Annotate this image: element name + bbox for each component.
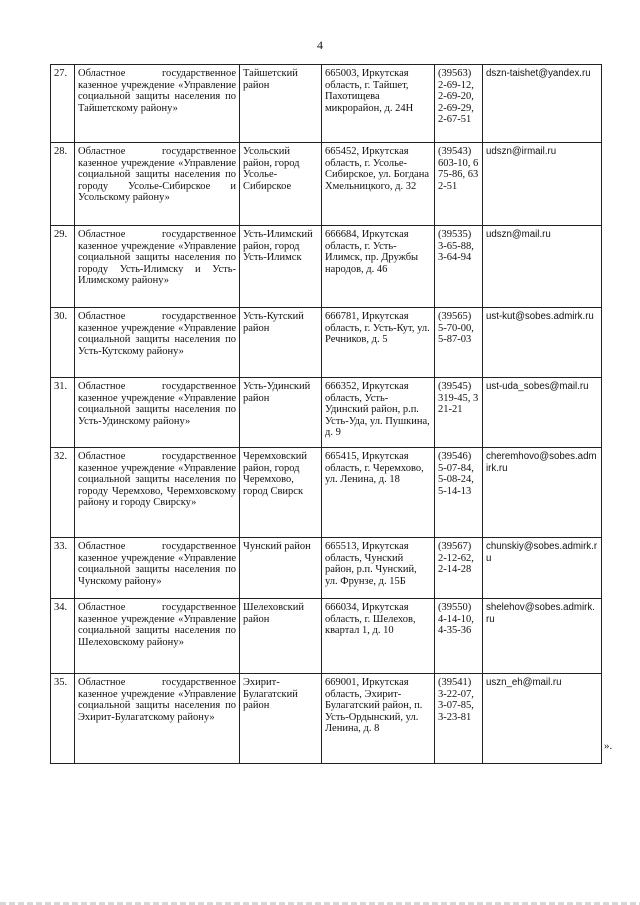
district: Эхирит-Булагатский район xyxy=(240,674,322,764)
table-row xyxy=(51,226,602,308)
postal-address: 665513, Иркутская область, Чунский район, р.п. Чунский, ул. Фрунзе, д. 15Б xyxy=(322,538,435,599)
phone-numbers: (39546) 5-07-84, 5-08-24, 5-14-13 xyxy=(435,448,483,538)
email-address: ust-kut@sobes.admirk.ru xyxy=(483,308,602,378)
institution-name: Областное государственное казенное учреждение «Управление социальной защиты населения по городу Усолье-Сибирское и Усольскому району» xyxy=(75,143,240,226)
table-row xyxy=(51,674,602,764)
table-row xyxy=(51,378,602,448)
phone-numbers: (39543) 603-10, 675-86, 632-51 xyxy=(435,143,483,226)
email-address: dszn-taishet@yandex.ru xyxy=(483,65,602,143)
table-row xyxy=(51,143,602,226)
district: Чунский район xyxy=(240,538,322,599)
institution-name: Областное государственное казенное учреждение «Управление социальной защиты населения по Чунскому району» xyxy=(75,538,240,599)
closing-quote: ». xyxy=(604,740,613,752)
postal-address: 669001, Иркутская область, Эхирит-Булагатский район, п. Усть-Ордынский, ул. Ленина, д. 8 xyxy=(322,674,435,764)
table-row xyxy=(51,599,602,674)
postal-address: 665003, Иркутская область, г. Тайшет, Пахотищева микрорайон, д. 24Н xyxy=(322,65,435,143)
phone-numbers: (39563) 2-69-12, 2-69-20, 2-69-29, 2-67-51 xyxy=(435,65,483,143)
institution-name: Областное государственное казенное учреждение «Управление социальной защиты населения по Усть-Удинскому району» xyxy=(75,378,240,448)
email-address: shelehov@sobes.admirk.ru xyxy=(483,599,602,674)
district: Усть-Удинский район xyxy=(240,378,322,448)
district: Усть-Илимский район, город Усть-Илимск xyxy=(240,226,322,308)
row-number: 27. xyxy=(51,65,75,143)
row-number: 28. xyxy=(51,143,75,226)
table-row xyxy=(51,448,602,538)
institution-name: Областное государственное казенное учреждение «Управление социальной защиты населения по Эхирит-Булагатскому району» xyxy=(75,674,240,764)
phone-numbers: (39565) 5-70-00, 5-87-03 xyxy=(435,308,483,378)
postal-address: 666781, Иркутская область, г. Усть-Кут, ул. Речников, д. 5 xyxy=(322,308,435,378)
row-number: 34. xyxy=(51,599,75,674)
institution-name: Областное государственное казенное учреждение «Управление социальной защиты населения по Шелеховскому району» xyxy=(75,599,240,674)
phone-numbers: (39567) 2-12-62, 2-14-28 xyxy=(435,538,483,599)
postal-address: 666352, Иркутская область, Усть-Удинский район, р.п. Усть-Уда, ул. Пушкина, д. 9 xyxy=(322,378,435,448)
district: Тайшетский район xyxy=(240,65,322,143)
row-number: 33. xyxy=(51,538,75,599)
district: Усольский район, город Усолье-Сибирское xyxy=(240,143,322,226)
email-address: udszn@irmail.ru xyxy=(483,143,602,226)
table-row xyxy=(51,538,602,599)
row-number: 31. xyxy=(51,378,75,448)
row-number: 32. xyxy=(51,448,75,538)
phone-numbers: (39535) 3-65-88, 3-64-94 xyxy=(435,226,483,308)
district: Шелеховский район xyxy=(240,599,322,674)
institution-name: Областное государственное казенное учреждение «Управление социальной защиты населения по Тайшетскому району» xyxy=(75,65,240,143)
row-number: 29. xyxy=(51,226,75,308)
email-address: uszn_eh@mail.ru xyxy=(483,674,602,764)
district: Черемховский район, город Черемхово, город Свирск xyxy=(240,448,322,538)
institution-name: Областное государственное казенное учреждение «Управление социальной защиты населения по городу Усть-Илимску и Усть-Илимскому району» xyxy=(75,226,240,308)
postal-address: 665452, Иркутская область, г. Усолье-Сибирское, ул. Богдана Хмельницкого, д. 32 xyxy=(322,143,435,226)
institution-name: Областное государственное казенное учреждение «Управление социальной защиты населения по городу Черемхово, Черемховскому району и городу Свирску» xyxy=(75,448,240,538)
email-address: cheremhovo@sobes.admirk.ru xyxy=(483,448,602,538)
phone-numbers: (39541) 3-22-07, 3-07-85, 3-23-81 xyxy=(435,674,483,764)
row-number: 35. xyxy=(51,674,75,764)
institution-name: Областное государственное казенное учреждение «Управление социальной защиты населения по Усть-Кутскому району» xyxy=(75,308,240,378)
phone-numbers: (39545) 319-45, 321-21 xyxy=(435,378,483,448)
postal-address: 666684, Иркутская область, г. Усть-Илимск, пр. Дружбы народов, д. 46 xyxy=(322,226,435,308)
institutions-table xyxy=(50,64,602,764)
email-address: chunskiy@sobes.admirk.ru xyxy=(483,538,602,599)
row-number: 30. xyxy=(51,308,75,378)
district: Усть-Кутский район xyxy=(240,308,322,378)
email-address: udszn@mail.ru xyxy=(483,226,602,308)
postal-address: 666034, Иркутская область, г. Шелехов, квартал 1, д. 10 xyxy=(322,599,435,674)
table-row xyxy=(51,65,602,143)
postal-address: 665415, Иркутская область, г. Черемхово, ул. Ленина, д. 18 xyxy=(322,448,435,538)
phone-numbers: (39550) 4-14-10, 4-35-36 xyxy=(435,599,483,674)
page-number: 4 xyxy=(317,38,323,52)
table-row xyxy=(51,308,602,378)
email-address: ust-uda_sobes@mail.ru xyxy=(483,378,602,448)
